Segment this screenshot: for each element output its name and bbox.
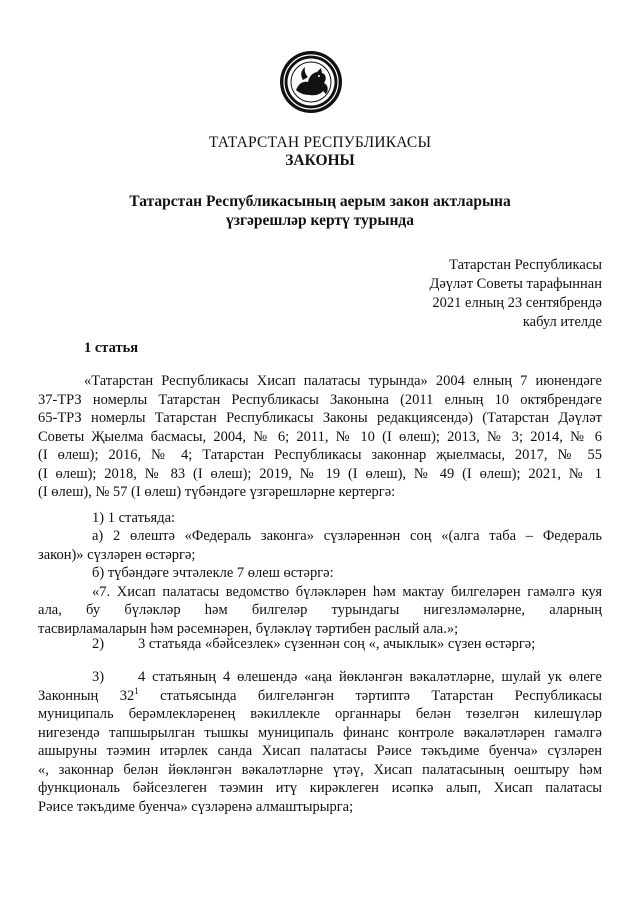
item3-line: функциональ бәйсезлеген тәэмин итү кирәклеген исәпкә алып, Хисап палатасы (38, 780, 602, 796)
item3-line: муниципаль берәмлекләренең вәкиллекле органнары белән төзелгән килешүләр (38, 706, 602, 722)
quote-line: ала, бу бүләкләр һәм билгеләр турындагы нигезләмәләрне, аларның (38, 602, 602, 618)
item3-line: «, законнар белән йөкләнгән вәкаләтләрне үтәү, Хисап палатасының оештыру һәм (38, 762, 602, 778)
law-title (0, 192, 640, 230)
law-title-line: үзгәрешләр кертү турында (225, 212, 415, 229)
preamble-line: Советы Җыелма басмасы, 2004, № 6; 2011, № 10 (I өлеш); 2013, № 3; 2014, № 6 (38, 429, 602, 445)
item2-paragraph (92, 635, 602, 654)
adoption-line: 2021 елның 23 сентябрендә (432, 295, 602, 311)
superscript-number: 1 (134, 686, 139, 696)
law-title-line: Татарстан Республикасының аерым закон актларына (129, 193, 511, 210)
adoption-line: Дәүләт Советы тарафыннан (429, 276, 602, 292)
preamble-line: (I өлеш); 2016, № 4; Татарстан Республикасы законнар җыелмасы, 2017, № 55 (38, 447, 602, 463)
item1-heading: 1) 1 статьяда: (92, 510, 176, 526)
adoption-line: Татарстан Республикасы (449, 257, 602, 273)
item1-line: б) түбәндәге эчтәлекле 7 өлеш өстәргә: (92, 565, 334, 581)
item3-line: ашыруны тәэмин итәрлек санда Хисап палатасы Рәисе тәкъдиме буенча» сүзләрен (38, 743, 602, 759)
item3-text: Законның 32 (38, 688, 135, 704)
adoption-block (429, 256, 602, 332)
preamble-line: 37-ТРЗ номерлы Татарстан Республикасы Законына (2011 елның 10 октябрендәге (38, 392, 602, 408)
item-number: 3) (92, 669, 105, 685)
quote-line: «7. Хисап палатасы ведомство бүләкләрен һәм мактау билгеләрен гамәлгә куя (92, 584, 602, 600)
tatarstan-emblem-icon (279, 50, 343, 114)
preamble-line: (I өлеш), № 57 (I өлеш) түбәндәге үзгәрешләрне кертергә: (38, 484, 396, 500)
republic-heading: ТАТАРСТАН РЕСПУБЛИКАСЫ (208, 134, 432, 151)
quote-line: тасвирламаларын һәм рәсемнәрен, бүләкләү тәртибен раслый ала.»; (38, 621, 459, 637)
item3-line (92, 668, 602, 687)
item-number: 2) (92, 636, 105, 652)
preamble-line: (I өлеш); 2018, № 83 (I өлеш); 2019, № 19 (I өлеш), № 49 (I өлеш); 2021, № 1 (38, 466, 602, 482)
preamble-line: 65-ТРЗ номерлы Татарстан Республикасы Законы редакциясендә) (Татарстан Дәүләт (38, 410, 602, 426)
item1-line: закон)» сүзләрен өстәргә; (38, 547, 196, 563)
preamble-line: «Татарстан Республикасы Хисап палатасы турында» 2004 елның 7 июнендәге (84, 373, 602, 389)
article-title: 1 статья (84, 340, 139, 356)
law-heading: ЗАКОНЫ (285, 152, 355, 169)
item3-line (38, 687, 602, 706)
item1-line: а) 2 өлештә «Федераль законга» сүзләреннән соң «(алга таба – Федераль (92, 528, 602, 544)
item2-text: 3 статьяда «бәйсезлек» сүзеннән соң «, ачыклык» сүзен өстәргә; (138, 636, 536, 652)
item3-line: нигезендә тапшырылган тышкы муниципаль финанс контроле вәкаләтләрен гамәлгә (38, 725, 602, 741)
item3-line: Рәисе тәкъдиме буенча» сүзләренә алмаштырырга; (38, 799, 354, 815)
adoption-line: кабул ителде (522, 314, 602, 330)
item3-text: 4 статьяның 4 өлешендә «аңа йөкләнгән вәкаләтләрне, шулай ук өлеге (138, 669, 602, 685)
item3-text: статьясында билгеләнгән тәртиптә Татарстан Республикасы (138, 688, 603, 704)
